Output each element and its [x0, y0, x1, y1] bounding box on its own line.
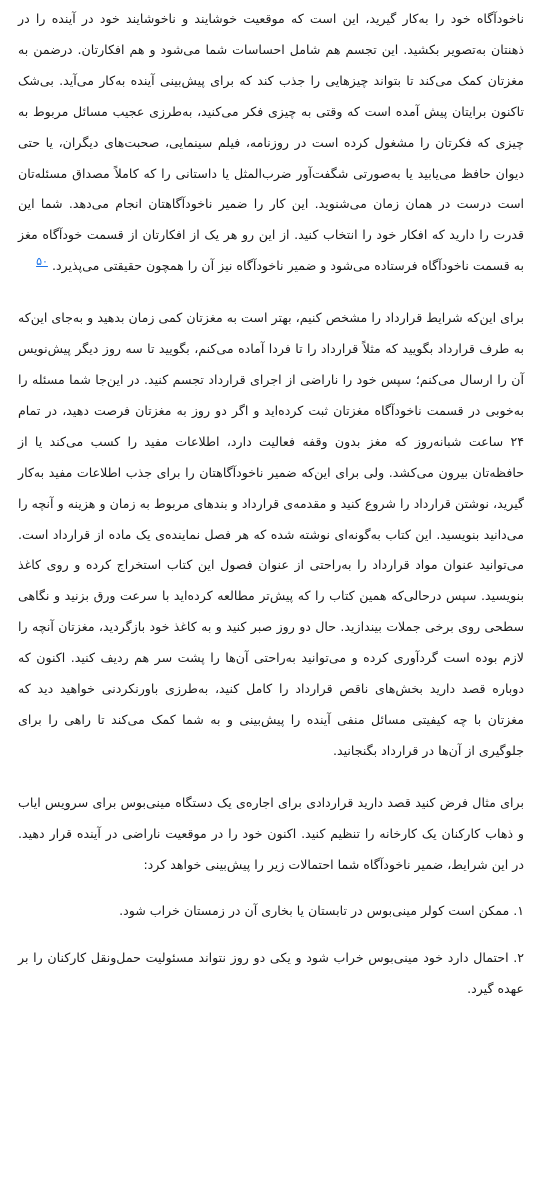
paragraph-spacer: [18, 282, 524, 303]
paragraph-spacer: [18, 927, 524, 943]
paragraph-spacer: [18, 880, 524, 896]
paragraph-1-text: ناخودآگاه خود را به‌کار گیرید، این است که موقعیت خوشایند و ناخوشایند خود در آینده را در ذهنتان به‌تصویر بکشید. این تجسم هم شامل احساسات شما می‌شود و هم افکارتان. درضمن به مغزتان کمک می‌کند تا بتواند چیزهایی را جذب کند که برای پیش‌بینی آینده به‌کار می‌آید. بی‌شک تاکنون برایتان پیش آمده است که وقتی به چیزی فکر می‌کنید، به‌طرزی عجیب مسائل مربوط به چیزی که فکرتان را مشغول کرده است در روزنامه، فیلم سینمایی، صحبت‌های دیگران، یا حتی دیوان حافظ می‌یابید یا به‌صورتی شگفت‌آور ضرب‌المثل یا داستانی را که کاملاً مصداق مسئله‌تان است درست در همان زمان می‌شنوید. این کار را ضمیر ناخودآگاهتان انجام می‌دهد. شما این قدرت را دارید که افکار خود را انتخاب کنید. از این رو هر یک از افکارتان از قسمت خودآگاه مغز به قسمت ناخودآگاه فرستاده می‌شود و ضمیر ناخودآگاه نیز آن را همچون حقیقتی می‌پذیرد.: [18, 11, 524, 274]
list-item-1: ۱. ممکن است کولر مینی‌بوس در تابستان یا بخاری آن در زمستان خراب شود.: [119, 903, 524, 919]
paragraph-1: [18, 4, 524, 282]
list-item-2: ۲. احتمال دارد خود مینی‌بوس خراب شود و یکی دو روز نتواند مسئولیت حمل‌ونقل کارکنان را بر عهده گیرد.: [18, 950, 524, 997]
paragraph-3: برای مثال فرض کنید قصد دارید قراردادی برای اجاره‌ی یک دستگاه مینی‌بوس برای سرویس ایاب و ذهاب کارکنان یک کارخانه را تنظیم کنید. اکنون خود را در موقعیت ناراضی در آینده قرار دهید. در این شرایط، ضمیر ناخودآگاه شما احتمالات زیر را پیش‌بینی خواهد کرد:: [18, 794, 524, 872]
paragraph-2: برای این‌که شرایط قرارداد را مشخص کنیم، بهتر است به مغزتان کمی زمان بدهید و به‌جای این‌که به طرف قرارداد بگویید که مثلاً قرارداد را تا فردا آماده می‌کنم، بگویید تا سه روز دیگر پیش‌نویس آن را ارسال می‌کنم؛ سپس خود را ناراضی از اجرای قرارداد تجسم کنید. در این‌جا شما مسئله را به‌خوبی در قسمت ناخودآگاه مغزتان ثبت کرده‌اید و اگر دو روز به مغزتان فرصت دهید، در تمام ۲۴ ساعت شبانه‌روز که مغز بدون وقفه فعالیت دارد، اطلاعات مفید را کسب می‌کند یا از حافظه‌تان بیرون می‌کشد. ولی برای این‌که ضمیر ناخودآگاهتان را برای جذب اطلاعات مفید به‌کار گیرید، نوشتن قرارداد را شروع کنید و مقدمه‌ی قرارداد و بندهای مربوط به زمان و هزینه و آنچه را می‌دانید بنویسید. این کتاب به‌گونه‌ای نوشته شده که هر فصل نماینده‌ی یک ماده از قرارداد است. می‌توانید عنوان مواد قرارداد را به‌راحتی از عنوان فصول این کتاب استخراج کرده و روی کاغذ بنویسید. سپس درحالی‌که همین کتاب را که پیش‌تر مطالعه کرده‌اید با سرعت ورق بزنید و نگاهی سطحی روی برخی جملات بیندازید. حال دو روز صبر کنید و به کاغذ خود بازگردید، مغزتان آنچه را لازم بوده است گردآوری کرده و می‌توانید به‌راحتی آن‌ها را پشت سر هم ردیف کنید. اکنون که دوباره قصد دارید بخش‌های ناقص قرارداد را کامل کنید، به‌طرزی باورنکردنی خواهید دید که مغزتان با چه کیفیتی مسائل منفی آینده را پیش‌بینی و به شما کمک می‌کند تا راهی را برای جلوگیری از آن‌ها در قرارداد بگنجانید.: [18, 310, 524, 758]
paragraph-spacer: [18, 767, 524, 788]
footnote-link[interactable]: ۵۰: [36, 255, 48, 269]
